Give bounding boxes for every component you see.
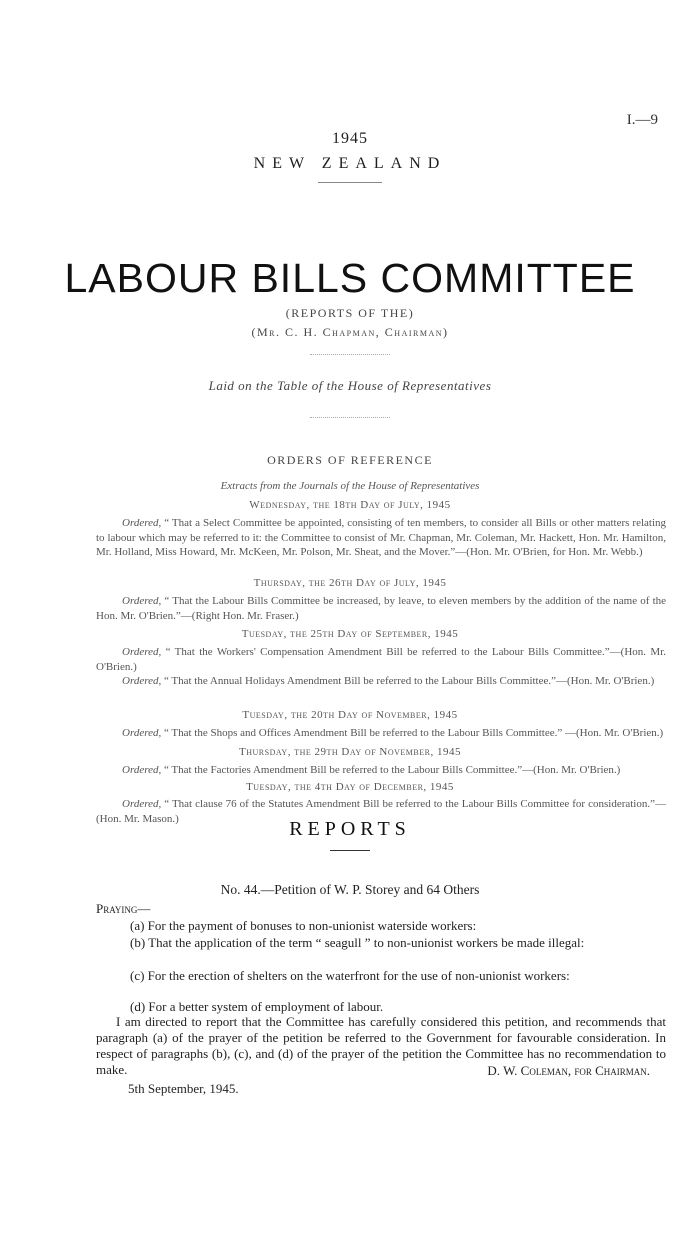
order-text: “ That the Workers' Compensation Amendment Bill be referred to the Labour Bills Committee.”—(Hon. Mr. O'Brien.): [96, 646, 666, 673]
order-date: Tuesday, the 20th Day of November, 1945: [242, 709, 458, 721]
order-paragraph: [96, 763, 666, 778]
order-label: Ordered,: [122, 675, 162, 687]
reports-heading: REPORTS: [289, 818, 411, 840]
signature: D. W. Coleman, for Chairman.: [487, 1063, 650, 1078]
order-text: “ That the Factories Amendment Bill be referred to the Labour Bills Committee.”—(Hon. Mr. O'Brien.): [163, 764, 621, 776]
chairman-line: (Mr. C. H. Chapman, Chairman): [251, 325, 449, 339]
order-paragraph: [96, 726, 666, 741]
order-label: Ordered,: [122, 595, 162, 607]
orders-of-reference-heading: ORDERS OF REFERENCE: [267, 453, 433, 467]
divider: [318, 182, 382, 183]
extracts-line: Extracts from the Journals of the House of Representatives: [220, 480, 480, 492]
order-paragraph: [96, 674, 666, 689]
laid-on-table: Laid on the Table of the House of Representatives: [208, 378, 492, 393]
divider: [330, 850, 370, 851]
order-label: Ordered,: [122, 727, 162, 739]
order-label: Ordered,: [122, 517, 162, 529]
order-paragraph: [96, 516, 666, 560]
main-title: LABOUR BILLS COMMITTEE: [64, 255, 636, 301]
order-date: Wednesday, the 18th Day of July, 1945: [249, 499, 451, 511]
year: 1945: [332, 130, 368, 147]
divider: [310, 417, 390, 418]
order-label: Ordered,: [122, 646, 162, 658]
report-date: 5th September, 1945.: [128, 1081, 239, 1096]
prayer-item: (c) For the erection of shelters on the waterfront for the use of non-unionist workers:: [130, 968, 570, 983]
order-date: Tuesday, the 25th Day of September, 1945: [241, 628, 459, 640]
order-date: Thursday, the 29th Day of November, 1945: [239, 746, 461, 758]
order-text: “ That the Labour Bills Committee be increased, by leave, to eleven members by the addition of the name of the Hon. Mr. O'Brien.”—(Right Hon. Mr. Fraser.): [96, 595, 667, 622]
order-text: “ That clause 76 of the Statutes Amendment Bill be referred to the Labour Bills Committee for consideration.”—(Hon. Mr. Mason.): [96, 798, 666, 825]
order-text: “ That the Annual Holidays Amendment Bill be referred to the Labour Bills Committee.”—(Hon. Mr. O'Brien.): [163, 675, 655, 687]
petition-title: No. 44.—Petition of W. P. Storey and 64 Others: [220, 882, 480, 897]
order-paragraph: [96, 594, 666, 623]
order-label: Ordered,: [122, 798, 162, 810]
prayer-item: (a) For the payment of bonuses to non-unionist waterside workers:: [130, 918, 477, 933]
order-date: Thursday, the 26th Day of July, 1945: [253, 577, 447, 589]
order-text: “ That the Shops and Offices Amendment Bill be referred to the Labour Bills Committee.” —(Hon. Mr. O'Brien.): [163, 727, 664, 739]
reports-of-subtitle: (REPORTS OF THE): [285, 306, 415, 320]
order-text: “ That a Select Committee be appointed, consisting of ten members, to consider all Bills or other matters relating to labour which may be referred to it: the Committee to consist of Mr. Chapman, Mr. Coleman, Mr. Hackett, Hon. Mr. Hamilton, Mr. Holland, Miss Howard, Mr. McKeen, Mr. Polson, Mr. Sheat, and the Mover.”—(Hon. Mr. O'Brien, for Hon. Mr. Webb.): [96, 517, 666, 558]
order-date: Tuesday, the 4th Day of December, 1945: [246, 781, 454, 793]
prayer-item: (b) That the application of the term “ seagull ” to non-unionist workers be made illegal:: [130, 935, 585, 950]
country: NEW ZEALAND: [253, 155, 447, 172]
praying-label: Praying—: [96, 901, 151, 916]
order-label: Ordered,: [122, 764, 162, 776]
paper-number: I.—9: [626, 112, 658, 128]
order-paragraph: [96, 645, 666, 674]
prayer-item: (d) For a better system of employment of labour.: [130, 999, 384, 1014]
report-body: I am directed to report that the Committee has carefully considered this petition, and recommends that paragraph (a) of the prayer of the petition be referred to the Government for favourable consideration. In respect of paragraphs (b), (c), and (d) of the prayer of the petition the Committee has no recommendation to make.: [96, 1014, 666, 1077]
divider: [310, 354, 390, 355]
